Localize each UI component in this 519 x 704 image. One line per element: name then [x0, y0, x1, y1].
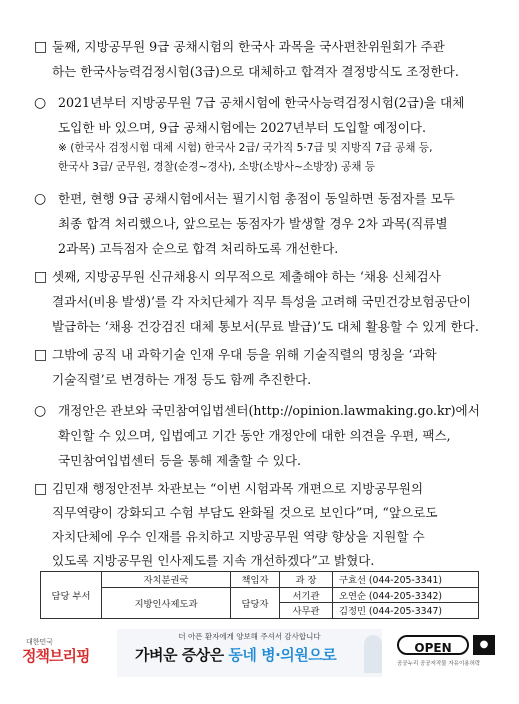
slogan-part-a: 가벼운 증상은 [135, 646, 224, 664]
paragraph-line: 둘째, 지방공무원 9급 공채시험의 한국사 과목을 국사편찬위원회가 주관 [52, 39, 445, 54]
contact-role: 사무관 [280, 603, 333, 619]
slogan-box [117, 629, 382, 677]
contact-phone: (044-205-3347) [368, 606, 443, 618]
contact-name: 오연순 [339, 590, 366, 602]
paragraph [0, 92, 519, 142]
note-line-2: 한국사 3급/ 군무원, 경찰(순경~경사), 소방(소방사~소방장) 공채 등 [58, 161, 376, 173]
paragraph-line: 개정안은 관보와 국민참여입법센터(http://opinion.lawmaking.go.kr)에서 [58, 403, 480, 418]
paragraph-line: 기술직렬’로 변경하는 개정 등도 함께 추진한다. [52, 372, 312, 387]
open-license-badge [397, 633, 497, 671]
paragraph-line: 확인할 수 있으며, 입법예고 기간 동안 개정안에 대한 의견을 우편, 팩스, [58, 428, 451, 443]
contact-role: 서기관 [280, 587, 333, 603]
paragraph-line: 최종 합격 처리했으나, 앞으로는 동점자가 발생할 경우 2차 과목(직류별 [58, 216, 448, 231]
policy-briefing-logo [22, 637, 97, 671]
circle-bullet-icon: ○ [34, 95, 47, 111]
square-bullet-icon: □ [34, 481, 48, 497]
open-sub-text: 공공누리 공공저작물 자유이용허락 [397, 661, 481, 667]
note-line-1: ※ (한국사 검정시험 대체 시험) 한국사 2급/ 국가직 5·7급 및 지방직 7급 공채 등, [58, 142, 433, 154]
paragraph [0, 478, 519, 574]
paragraph [0, 36, 519, 86]
office-name: 자치분권국 [102, 572, 231, 588]
circle-bullet-icon: ○ [34, 403, 47, 419]
contact-person [333, 572, 479, 588]
attribution-icon: ● [473, 635, 495, 655]
contact-phone: (044-205-3342) [368, 590, 443, 602]
logo-main-text: 정책브리핑 [22, 647, 90, 665]
responsible-label: 책임자 [231, 572, 280, 588]
square-bullet-icon: □ [34, 39, 48, 55]
paragraph-line: 한편, 현행 9급 공채시험에서는 필기시험 총점이 동일하면 동점자를 모두 [58, 191, 455, 206]
contact-name: 김정민 [339, 606, 366, 618]
contact-phone: (044-205-3341) [368, 575, 443, 587]
paragraph-line: 2021년부터 지방공무원 7급 공채시험에 한국사능력검정시험(2급)을 대체 [58, 95, 465, 110]
contact-person [333, 587, 479, 603]
slogan-part-b: 동네 병·의원으로 [228, 646, 337, 664]
paragraph-line: 도입한 바 있으며, 9급 공채시험에는 2027년부터 도입할 예정이다. [58, 120, 427, 135]
paragraph [0, 188, 519, 263]
square-bullet-icon: □ [34, 269, 48, 285]
contact-name: 구효선 [339, 575, 366, 587]
open-logo [397, 635, 469, 655]
open-label: OPEN [414, 641, 452, 655]
paragraph-line: 결과서(비용 발생)’를 각 자치단체가 직무 특성을 고려해 국민건강보험공단이 [52, 294, 471, 309]
staff-label: 담당자 [231, 587, 280, 618]
contact-role: 과 장 [280, 572, 333, 588]
paragraph-line: 그밖에 공직 내 과학기술 인재 우대 등을 위해 기술직렬의 명칭을 ‘과학 [52, 347, 437, 362]
doctor-illustration [364, 635, 382, 673]
paragraph-line: 2과목) 고득점자 순으로 합격 처리하도록 개선한다. [58, 241, 339, 256]
logo-small-text: 대한민국 [26, 638, 54, 646]
contact-table [40, 571, 479, 619]
slogan-top-text: 더 아픈 환자에게 양보해 주셔서 감사합니다 [178, 632, 321, 641]
contact-person [333, 603, 479, 619]
paragraph-line: 있도록 지방공무원 인사제도를 지속 개선하겠다”고 밝혔다. [52, 553, 375, 568]
paragraph [0, 400, 519, 475]
paragraph-line: 자치단체에 우수 인재를 유치하고 지방공무원 역량 향상을 지원할 수 [52, 529, 425, 544]
paragraph-line: 셋째, 지방공무원 신규채용시 의무적으로 제출해야 하는 ‘채용 신체검사 [52, 269, 441, 284]
paragraph-line: 국민참여입법센터 등을 통해 제출할 수 있다. [58, 453, 301, 468]
footer-banner [22, 629, 500, 677]
circle-bullet-icon: ○ [34, 191, 47, 207]
paragraph-line: 직무역량이 강화되고 수험 부담도 완화될 것으로 보인다”며, “앞으로도 [52, 505, 438, 520]
square-bullet-icon: □ [34, 347, 48, 363]
paragraph [0, 266, 519, 341]
slogan-main [135, 644, 375, 665]
dept-label: 담당 부서 [41, 572, 102, 619]
paragraph-line: 발급하는 ‘채용 건강검진 대체 통보서(무료 발급)’도 대체 활용할 수 있게 한다. [52, 319, 479, 334]
division-name: 지방인사제도과 [102, 587, 231, 618]
paragraph [0, 344, 519, 394]
paragraph-line: 하는 한국사능력검정시험(3급)으로 대체하고 합격자 결정방식도 조정한다. [52, 64, 459, 79]
paragraph-line: 김민재 행정안전부 차관보는 “이번 시험과목 개편으로 지방공무원의 [52, 481, 424, 496]
